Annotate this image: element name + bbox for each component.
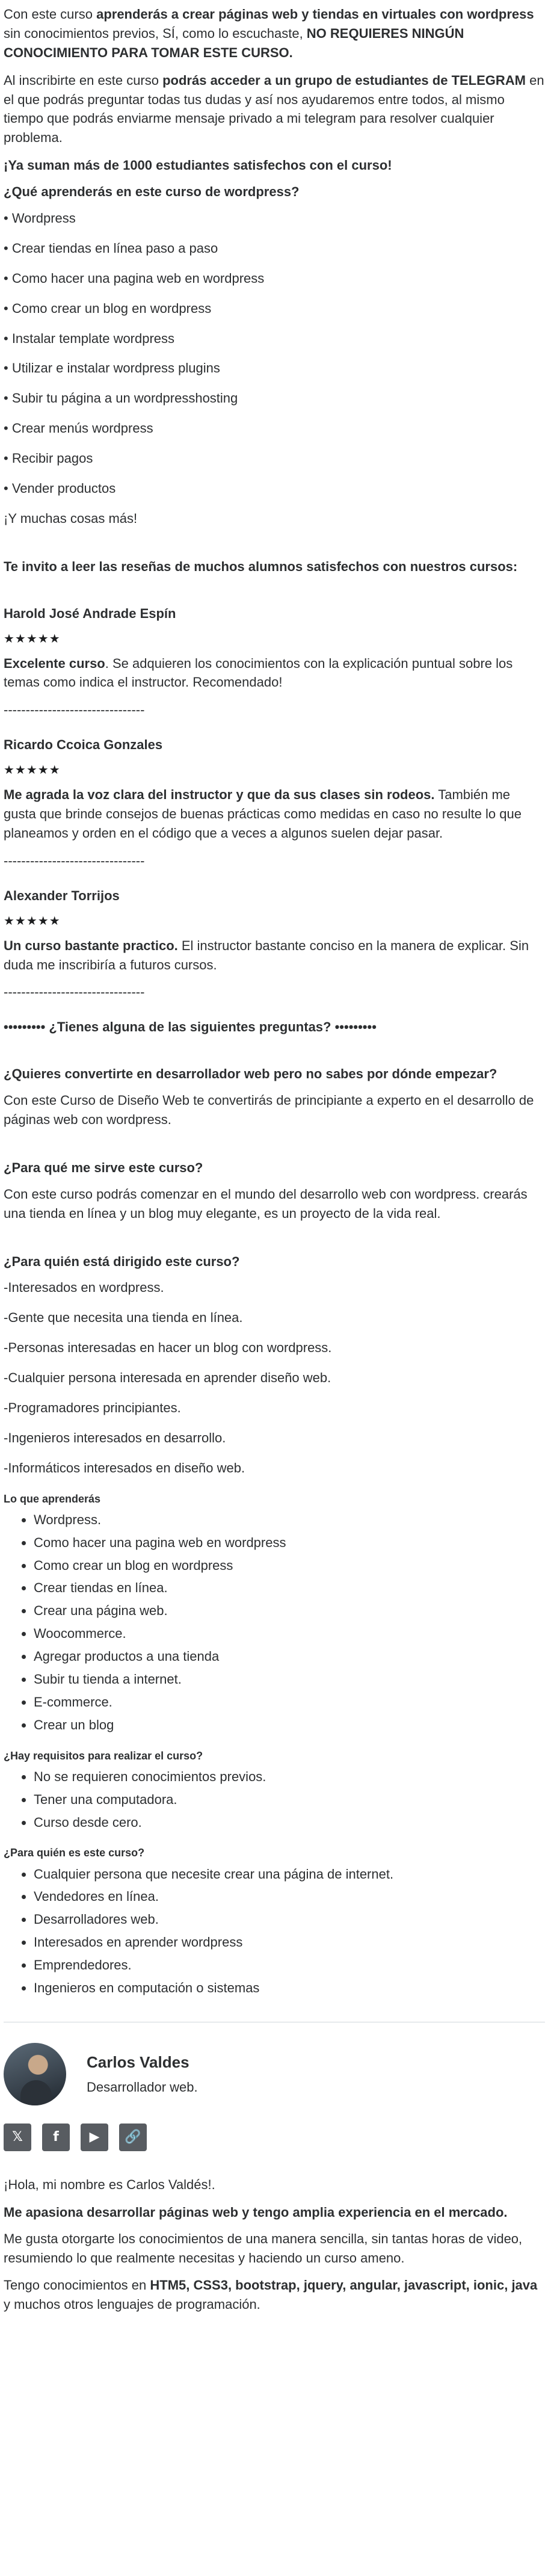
list-item: • No se requieren conocimientos previos.: [34, 1767, 545, 1787]
question-title: ¿Para qué me sirve este curso?: [4, 1160, 203, 1175]
bio-teaching: Me gusta otorgarte los conocimientos de una manera sencilla, sin tantas horas de video, resumiendo lo que realmente necesitas y haciendo un curso ameno.: [4, 2231, 523, 2266]
list-item: • Interesados en aprender wordpress: [34, 1933, 545, 1952]
list-item: • Instalar template wordpress: [4, 330, 175, 346]
list-item: -Cualquier persona interesada en aprender diseño web.: [4, 1370, 331, 1386]
review-body: El instructor bastante conciso en la manera de explicar. Sin duda me inscribiría a futuros cursos.: [4, 937, 529, 972]
review-body: También me gusta que brinde consejos de buenas prácticas como medidas en caso no resulte lo que planeamos y orden en el código que a veces a algunos suelen dejar pasar.: [4, 787, 522, 841]
reviewer-name: Ricardo Ccoica Gonzales: [4, 737, 163, 753]
audience-dash-list: [4, 1278, 545, 1477]
question-title: ¿Para quién está dirigido este curso?: [4, 1253, 240, 1269]
rating-stars: ★★★★★: [4, 632, 61, 646]
intro-text: sin conocimientos previos, SÍ, como lo escuchaste,: [4, 25, 307, 41]
divider: --------------------------------: [4, 984, 145, 1000]
telegram-text: Al inscribirte en este curso: [4, 72, 163, 88]
list-item: -Personas interesadas en hacer un blog con wordpress.: [4, 1340, 332, 1356]
instructor-header: [4, 2043, 545, 2105]
intro-bold: NO REQUIERES NINGÚN CONOCIMIENTO PARA TOMAR ESTE CURSO.: [4, 25, 464, 60]
list-item: • Emprendedores.: [34, 1956, 545, 1975]
reviews-intro: Te invito a leer las reseñas de muchos alumnos satisfechos con nuestros cursos:: [4, 558, 518, 574]
learn-more: ¡Y muchas cosas más!: [4, 510, 138, 526]
what-you-learn-list: [4, 1510, 545, 1735]
list-item: • Woocommerce.: [34, 1624, 545, 1643]
list-item: • Crear menús wordpress: [4, 421, 153, 436]
review: [4, 735, 545, 870]
bio-bold: HTM5, CSS3, bootstrap, jquery, angular, javascript, ionic, java: [150, 2278, 538, 2293]
review: [4, 886, 545, 1002]
list-item: • Crear una página web.: [34, 1601, 545, 1620]
telegram-paragraph: [4, 71, 545, 148]
list-item: • Como crear un blog en wordpress: [4, 300, 212, 316]
list-item: • Recibir pagos: [4, 451, 93, 466]
intro-bold: aprenderás a crear páginas web y tiendas en virtuales con wordpress: [96, 7, 534, 22]
instructor-card: [4, 2022, 545, 2314]
review-text: [4, 785, 545, 843]
bio-passion: Me apasiona desarrollar páginas web y tengo amplia experiencia en el mercado.: [4, 2204, 508, 2220]
bio-greeting: ¡Hola, mi nombre es Carlos Valdés!.: [4, 2176, 215, 2192]
review-bold: Me agrada la voz clara del instructor y que da sus clases sin rodeos.: [4, 787, 435, 803]
list-item: • Utilizar e instalar wordpress plugins: [4, 360, 220, 376]
list-item: • Subir tu página a un wordpresshosting: [4, 391, 238, 406]
list-item: • Agregar productos a una tienda: [34, 1647, 545, 1666]
reviewer-name: Alexander Torrijos: [4, 888, 120, 903]
reviewer-name: Harold José Andrade Espín: [4, 605, 176, 621]
facebook-icon[interactable]: f: [42, 2124, 70, 2151]
section-heading: ¿Hay requisitos para realizar el curso?: [4, 1749, 203, 1762]
youtube-icon[interactable]: ▶: [81, 2124, 108, 2151]
list-item: • Ingenieros en computación o sistemas: [34, 1978, 545, 1998]
list-item: • Wordpress.: [34, 1510, 545, 1530]
list-item: -Gente que necesita una tienda en línea.: [4, 1310, 243, 1326]
bio-text: y muchos otros lenguajes de programación.: [4, 2297, 260, 2312]
list-item: • Como crear un blog en wordpress: [34, 1556, 545, 1575]
avatar[interactable]: [4, 2043, 66, 2105]
instructor-name[interactable]: Carlos Valdes: [87, 2053, 189, 2072]
review-text: [4, 654, 545, 693]
instructor-title: Desarrollador web.: [87, 2079, 198, 2095]
review: [4, 604, 545, 720]
question-answer: Con este Curso de Diseño Web te convertirás de principiante a experto en el desarrollo de páginas web con wordpress.: [4, 1093, 534, 1127]
learn-heading: ¿Qué aprenderás en este curso de wordpress?: [4, 184, 300, 200]
list-item: • Como hacer una pagina web en wordpress: [4, 270, 265, 286]
list-item: • Subir tu tienda a internet.: [34, 1670, 545, 1689]
divider: --------------------------------: [4, 702, 145, 718]
social-links: [4, 2124, 545, 2151]
audience-list: [4, 1865, 545, 1998]
bio-skills: [4, 2276, 545, 2314]
review-text: [4, 936, 545, 975]
list-item: • Desarrolladores web.: [34, 1910, 545, 1929]
telegram-bold: podrás acceder a un grupo de estudiantes de TELEGRAM: [162, 72, 526, 88]
learn-list: [4, 209, 545, 498]
list-item: • Como hacer una pagina web en wordpress: [34, 1533, 545, 1552]
bio-text: Tengo conocimientos en: [4, 2278, 150, 2293]
list-item: -Programadores principiantes.: [4, 1400, 181, 1415]
list-item: • Curso desde cero.: [34, 1813, 545, 1832]
requirements-list: [4, 1767, 545, 1832]
list-item: • Crear tiendas en línea.: [34, 1578, 545, 1598]
list-item: • Vender productos: [4, 481, 116, 496]
telegram-text: en el que podrás preguntar todas tus dudas y así nos ayudaremos entre todos, al mismo tiempo que podrás enviarme mensaje privado a mi telegram para resolver cualquier problema.: [4, 72, 544, 146]
list-item: • Crear un blog: [34, 1716, 545, 1735]
review-body: . Se adquieren los conocimientos con la explicación puntual sobre los temas como indica el instructor. Recomendado!: [4, 655, 513, 690]
list-item: • Wordpress: [4, 211, 76, 226]
list-item: -Ingenieros interesados en desarrollo.: [4, 1430, 226, 1445]
rating-stars: ★★★★★: [4, 914, 61, 928]
students-count: ¡Ya suman más de 1000 estudiantes satisfechos con el curso!: [4, 158, 392, 173]
review-bold: Excelente curso: [4, 655, 105, 671]
intro-paragraph: [4, 5, 545, 63]
list-item: • Cualquier persona que necesite crear una página de internet.: [34, 1865, 545, 1884]
list-item: • E-commerce.: [34, 1693, 545, 1712]
link-icon[interactable]: 🔗: [119, 2124, 147, 2151]
review-bold: Un curso bastante practico.: [4, 937, 178, 953]
x-icon[interactable]: 𝕏: [4, 2124, 31, 2151]
section-heading: Lo que aprenderás: [4, 1492, 101, 1505]
list-item: • Vendedores en línea.: [34, 1887, 545, 1906]
instructor-info: [87, 2051, 198, 2097]
list-item: -Interesados en wordpress.: [4, 1280, 164, 1296]
section-heading: ¿Para quién es este curso?: [4, 1847, 145, 1859]
divider: --------------------------------: [4, 853, 145, 868]
intro-text: Con este curso: [4, 7, 97, 22]
rating-stars: ★★★★★: [4, 764, 61, 777]
question-title: ¿Quieres convertirte en desarrollador web pero no sabes por dónde empezar?: [4, 1066, 497, 1082]
list-item: • Crear tiendas en línea paso a paso: [4, 240, 218, 256]
list-item: -Informáticos interesados en diseño web.: [4, 1460, 245, 1475]
question-answer: Con este curso podrás comenzar en el mundo del desarrollo web con wordpress. crearás una tienda en línea y un blog muy elegante, es un proyecto de la vida real.: [4, 1186, 528, 1221]
list-item: • Tener una computadora.: [34, 1790, 545, 1809]
questions-header: ••••••••• ¿Tienes alguna de las siguientes preguntas? •••••••••: [4, 1019, 377, 1035]
